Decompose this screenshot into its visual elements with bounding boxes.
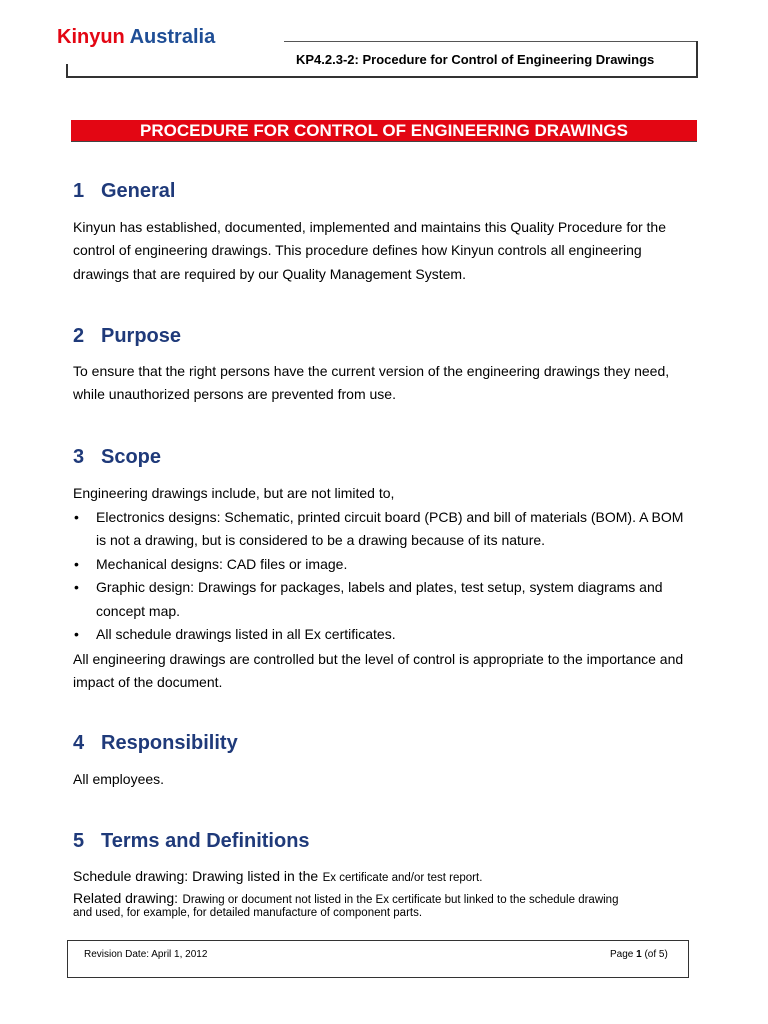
definition-term: Schedule drawing: Drawing listed in the — [73, 868, 319, 884]
scope-bullet-list — [73, 506, 683, 646]
scope-outro-line-1: All engineering drawings are controlled but the level of control is appropriate to the importance and — [73, 651, 684, 667]
logo-australia: Australia — [129, 26, 216, 48]
section-heading-responsibility — [73, 732, 238, 755]
purpose-line-2: while unauthorized persons are prevented from use. — [73, 386, 396, 403]
scope-outro-line-2: impact of the document. — [73, 674, 223, 691]
document-code: KP4.2.3-2: Procedure for Control of Engineering Drawings — [296, 52, 655, 67]
bullet-text: is not a drawing, but is considered to be a drawing because of its nature. — [96, 532, 546, 549]
bullet-text: Graphic design: Drawings for packages, labels and plates, test setup, system diagrams and — [96, 579, 663, 596]
general-line-3: drawings that are required by our Quality Management System. — [73, 265, 466, 282]
purpose-line-1: To ensure that the right persons have the current version of the engineering drawings they need, — [73, 363, 670, 379]
definition-schedule-drawing — [73, 869, 482, 886]
page-suffix: (of 5) — [641, 949, 668, 960]
scope-intro: Engineering drawings include, but are not limited to, — [73, 485, 395, 501]
bullet-text: All schedule drawings listed in all Ex certificates. — [96, 626, 396, 643]
page-number: 1 — [636, 949, 642, 960]
bullet-icon: • — [74, 509, 79, 525]
section-heading-purpose — [73, 325, 181, 348]
definition-text: Ex certificate and/or test report. — [322, 872, 483, 884]
bullet-icon: • — [74, 579, 79, 596]
revision-date: Revision Date: April 1, 2012 — [84, 949, 208, 960]
responsibility-text: All employees. — [73, 771, 165, 787]
page-prefix: Page — [610, 949, 637, 960]
bullet-text: Mechanical designs: CAD files or image. — [96, 555, 348, 572]
section-title: General — [101, 180, 176, 202]
header-rule-left — [66, 64, 68, 77]
logo-kinyun: Kinyun — [57, 26, 125, 48]
section-number: 2 — [73, 325, 85, 347]
company-logo — [57, 26, 215, 49]
definition-text: Drawing or document not listed in the Ex certificate but linked to the schedule drawing — [182, 894, 619, 906]
list-item — [73, 506, 683, 553]
definition-term: Related drawing: — [73, 890, 179, 906]
section-heading-scope — [73, 446, 161, 469]
page-indicator — [610, 949, 668, 960]
bullet-text: concept map. — [96, 602, 181, 619]
section-title: Purpose — [101, 325, 182, 347]
list-item — [73, 623, 683, 646]
section-title: Responsibility — [101, 732, 238, 754]
section-number: 4 — [73, 732, 85, 754]
header-rule-right — [696, 41, 698, 78]
header-rule-top — [284, 41, 697, 42]
list-item — [73, 553, 683, 576]
document-title: PROCEDURE FOR CONTROL OF ENGINEERING DRAWINGS — [140, 121, 628, 140]
title-banner — [71, 120, 697, 142]
bullet-icon: • — [74, 626, 79, 643]
definition-related-continuation: and used, for example, for detailed manufacture of component parts. — [73, 907, 423, 919]
section-number: 5 — [73, 830, 85, 852]
section-heading-terms — [73, 830, 310, 853]
scope-outro — [73, 648, 683, 695]
section-heading-general — [73, 180, 175, 203]
general-line-1: Kinyun has established, documented, implemented and maintains this Quality Procedure for the — [73, 219, 667, 235]
list-item — [73, 576, 683, 623]
header-rule-bottom — [66, 76, 698, 78]
bullet-text: Electronics designs: Schematic, printed circuit board (PCB) and bill of materials (BOM). A BOM — [96, 509, 684, 525]
bullet-icon: • — [74, 555, 79, 572]
general-paragraph — [73, 216, 666, 286]
section-title: Terms and Definitions — [101, 830, 310, 852]
section-number: 3 — [73, 446, 85, 468]
general-line-2: control of engineering drawings. This procedure defines how Kinyun controls all engineering — [73, 242, 642, 259]
section-number: 1 — [73, 180, 85, 202]
purpose-paragraph — [73, 360, 669, 407]
section-title: Scope — [101, 446, 162, 468]
